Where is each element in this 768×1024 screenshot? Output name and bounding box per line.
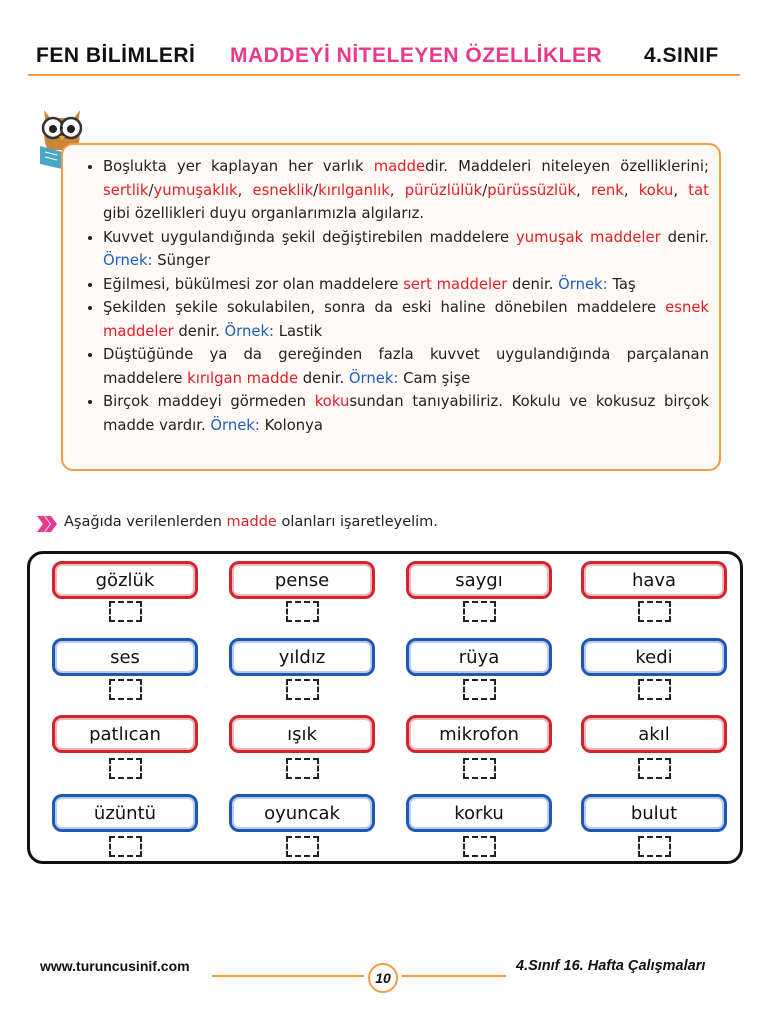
item-card[interactable]: hava (581, 561, 727, 599)
answer-checkbox[interactable] (286, 758, 319, 779)
header-divider (28, 74, 740, 76)
info-item: • Birçok maddeyi görmeden kokusundan tanıyabiliriz. Kokulu ve kokusuz birçok madde vardır. Örnek: Kolonya (103, 390, 709, 437)
answer-checkbox[interactable] (109, 836, 142, 857)
item-card[interactable]: mikrofon (406, 715, 552, 753)
answer-checkbox[interactable] (109, 601, 142, 622)
item-card[interactable]: saygı (406, 561, 552, 599)
item-card[interactable]: bulut (581, 794, 727, 832)
item-card[interactable]: üzüntü (52, 794, 198, 832)
info-item: • Boşlukta yer kaplayan her varlık maddedir. Maddeleri niteleyen özelliklerini; sertlik/yumuşaklık, esneklik/kırılganlık, pürüzlülük/pürüssüzlük, renk, koku, tat gibi özellikleri duyu organlarımızla algılarız. (103, 155, 709, 226)
item-card[interactable]: patlıcan (52, 715, 198, 753)
footer-divider (212, 975, 364, 977)
answer-checkbox[interactable] (463, 758, 496, 779)
info-box (61, 143, 721, 471)
item-card[interactable]: ışık (229, 715, 375, 753)
item-card[interactable]: akıl (581, 715, 727, 753)
answer-checkbox[interactable] (286, 836, 319, 857)
item-card[interactable]: kedi (581, 638, 727, 676)
item-card[interactable]: rüya (406, 638, 552, 676)
answer-checkbox[interactable] (638, 679, 671, 700)
answer-checkbox[interactable] (463, 836, 496, 857)
answer-checkbox[interactable] (286, 679, 319, 700)
item-card[interactable]: pense (229, 561, 375, 599)
info-item: • Eğilmesi, bükülmesi zor olan maddelere sert maddeler denir. Örnek: Taş (103, 273, 709, 297)
task-text: Aşağıda verilenlerden madde olanları işaretleyelim. (64, 514, 438, 530)
subject-label: FEN BİLİMLERİ (36, 44, 196, 67)
item-card[interactable]: ses (52, 638, 198, 676)
answer-checkbox[interactable] (638, 836, 671, 857)
footer-week-label: 4.Sınıf 16. Hafta Çalışmaları (516, 958, 706, 974)
answer-checkbox[interactable] (638, 601, 671, 622)
page-header (0, 40, 768, 80)
answer-checkbox[interactable] (109, 758, 142, 779)
info-item: • Kuvvet uygulandığında şekil değiştirebilen maddelere yumuşak maddeler denir. Örnek: Sünger (103, 226, 709, 273)
answer-checkbox[interactable] (109, 679, 142, 700)
info-item: • Düştüğünde ya da gereğinden fazla kuvvet uygulandığında parçalanan maddelere kırılgan madde denir. Örnek: Cam şişe (103, 343, 709, 390)
grade-label: 4.SINIF (644, 44, 719, 67)
answer-checkbox[interactable] (638, 758, 671, 779)
item-card[interactable]: korku (406, 794, 552, 832)
page-number: 10 (368, 963, 398, 993)
info-item: • Şekilden şekile sokulabilen, sonra da eski haline dönebilen maddelere esnek maddeler denir. Örnek: Lastik (103, 296, 709, 343)
item-card[interactable]: oyuncak (229, 794, 375, 832)
item-card[interactable]: yıldız (229, 638, 375, 676)
item-card[interactable]: gözlük (52, 561, 198, 599)
footer-divider (402, 975, 506, 977)
double-chevron-right-icon (36, 514, 58, 534)
answer-checkbox[interactable] (286, 601, 319, 622)
answer-checkbox[interactable] (463, 601, 496, 622)
info-list (85, 155, 709, 437)
answer-checkbox[interactable] (463, 679, 496, 700)
task-instruction (36, 513, 636, 535)
page-title: MADDEYİ NİTELEYEN ÖZELLİKLER (230, 44, 603, 67)
website-url: www.turuncusinif.com (40, 958, 190, 974)
